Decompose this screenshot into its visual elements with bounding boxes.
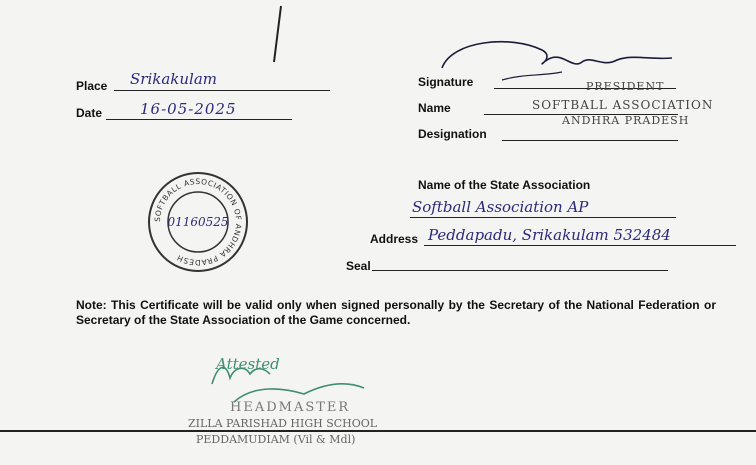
school-stamp: ZILLA PARISHAD HIGH SCHOOL: [188, 417, 378, 430]
address-line: [424, 245, 736, 246]
place-value: Srikakulam: [130, 70, 217, 88]
village-stamp: PEDDAMUDIAM (Vil & Mdl): [196, 433, 356, 446]
seal-ring-text: SOFTBALL ASSOCIATION OF ANDHRA PRADESH: [152, 176, 244, 268]
address-value: Peddapadu, Srikakulam 532484: [428, 226, 671, 244]
bottom-rule: [0, 430, 756, 432]
headmaster-stamp: HEADMASTER: [230, 400, 351, 415]
signature-label: Signature: [418, 75, 474, 89]
date-label: Date: [76, 106, 103, 120]
state-association-value: Softball Association AP: [412, 198, 589, 216]
certificate-note: Note: This Certificate will be valid only when signed personally by the Secretary of the National Federation or Secretary of the State Association of the Game concerned.: [76, 298, 716, 327]
place-line: [114, 90, 330, 91]
seal-label: Seal: [346, 259, 371, 273]
designation-line: [502, 140, 678, 141]
pen-stroke: [268, 4, 288, 66]
stamp-president: PRESIDENT: [586, 80, 665, 93]
address-label: Address: [370, 232, 419, 246]
seal-line: [372, 270, 668, 271]
stamp-association: SOFTBALL ASSOCIATION: [532, 98, 714, 112]
name-label: Name: [418, 101, 451, 115]
stamp-state: ANDHRA PRADESH: [562, 114, 690, 127]
state-association-line: [410, 217, 676, 218]
attested-handwritten: Attested: [216, 355, 280, 373]
state-association-label: Name of the State Association: [418, 178, 591, 192]
place-label: Place: [76, 79, 108, 93]
association-seal: [146, 170, 250, 274]
date-value: 16-05-2025: [140, 100, 237, 118]
date-line: [106, 119, 292, 120]
designation-label: Designation: [418, 127, 487, 141]
seal-center-text: 01160525: [167, 215, 229, 229]
